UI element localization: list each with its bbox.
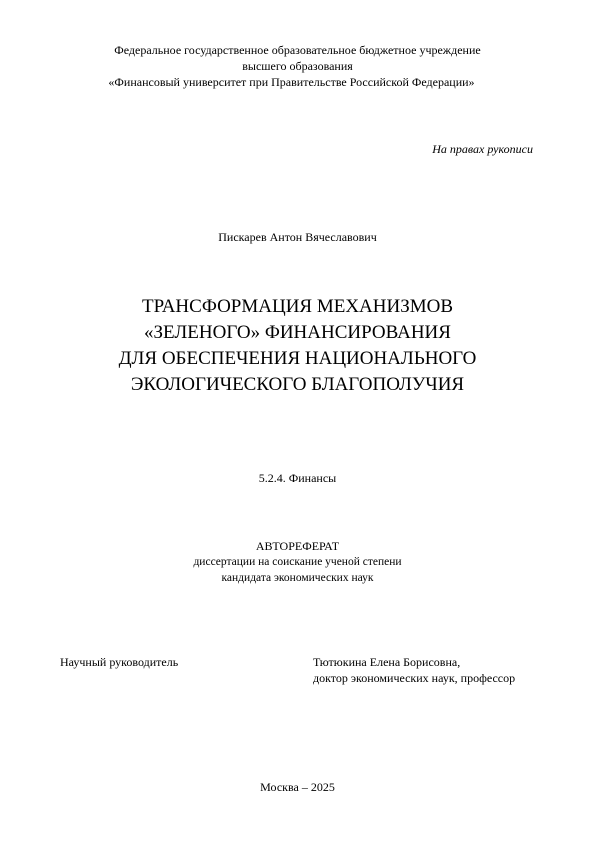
specialty-code: 5.2.4. Финансы <box>258 471 337 485</box>
abstract-heading: АВТОРЕФЕРАТ <box>255 539 340 553</box>
title-line-4: ЭКОЛОГИЧЕСКОГО БЛАГОПОЛУЧИЯ <box>130 374 465 395</box>
title-line-1: ТРАНСФОРМАЦИЯ МЕХАНИЗМОВ <box>141 296 454 317</box>
title-line-3: ДЛЯ ОБЕСПЕЧЕНИЯ НАЦИОНАЛЬНОГО <box>118 348 477 369</box>
abstract-line-2: кандидата экономических наук <box>221 572 374 584</box>
institution-line-2: высшего образования <box>242 59 353 73</box>
institution-line-1: Федеральное государственное образовательное бюджетное учреждение <box>114 43 481 57</box>
supervisor-label: Научный руководитель <box>60 655 179 669</box>
title-line-2: «ЗЕЛЕНОГО» ФИНАНСИРОВАНИЯ <box>144 322 451 343</box>
abstract-line-1: диссертации на соискание ученой степени <box>193 556 402 568</box>
city-year: Москва – 2025 <box>260 780 335 794</box>
institution-line-3: «Финансовый университет при Правительстве Российской Федерации» <box>108 75 475 89</box>
supervisor-degree: доктор экономических наук, профессор <box>313 671 516 685</box>
author-name: Пискарев Антон Вячеславович <box>218 230 377 244</box>
manuscript-rights-note: На правах рукописи <box>432 142 533 156</box>
supervisor-name: Тютюкина Елена Борисовна, <box>313 655 461 669</box>
